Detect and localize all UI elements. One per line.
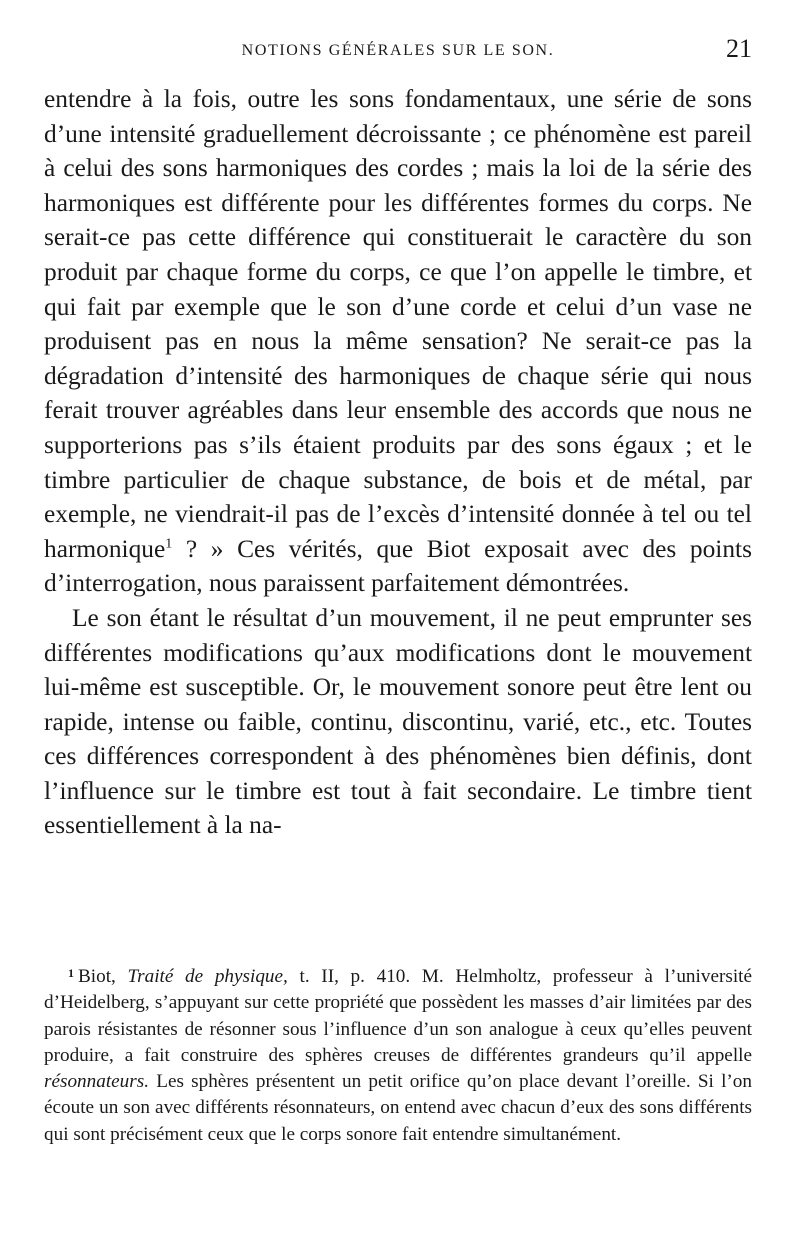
footnote-work-title: Traité de physique, bbox=[127, 966, 288, 987]
footnote-text: t. II, p. 410. M. Helmholtz, professeur à l’université d’Heidelberg, s’appuyant sur cette propriété que possèdent les masses d’air limitées par des parois résistantes de résonner sous l’influence d’un son analogue à ceux qu’elles peuvent produire, a fait construire des sphères creuses de différentes grandeurs qu’il appelle bbox=[44, 966, 753, 1066]
paragraph-text-end: ? » Ces vérités, que Biot exposait avec des points d’interrogation, nous paraissent parfaitement démontrées. bbox=[44, 534, 752, 598]
paragraph bbox=[44, 601, 752, 843]
footnote bbox=[44, 960, 752, 1148]
running-head bbox=[44, 34, 752, 70]
footnote-mark: 1 bbox=[68, 966, 74, 980]
footnote-term: résonnateurs. bbox=[44, 1071, 149, 1093]
paragraph-text: entendre à la fois, outre les sons fondamentaux, une série de sons d’une intensité graduellement décroissante ; ce phénomène est pareil à celui des sons harmoniques des cordes ; mais la loi de la série des harmoniques est différente pour les différentes formes du corps. Ne serait-ce pas cette différence qui constituerait le caractère du son produit par chaque forme du corps, ce que l’on appelle le timbre, et qui fait par exemple que le son d’une corde et celui d’un vase ne produisent pas en nous la même sensation? Ne serait-ce pas la dégradation d’intensité des harmoniques de chaque série qui nous ferait trouver agréables dans leur ensemble des accords que nous ne supporterions pas s’ils étaient produits par des sons égaux ; et le timbre particulier de chaque substance, de bois et de métal, par exemple, ne viendrait-il pas de l’excès d’intensité donnée à tel ou tel harmonique bbox=[44, 85, 752, 563]
paragraph-text: Le son étant le résultat d’un mouvement, il ne peut emprunter ses différentes modifications qu’aux modifications dont le mouvement lui-même est susceptible. Or, le mouvement sonore peut être lent ou rapide, intense ou faible, continu, discontinu, varié, etc., etc. Toutes ces différences correspondent à des phénomènes bien définis, dont l’influence sur le timbre est tout à fait secondaire. Le timbre tient essentiellement à la na- bbox=[44, 603, 752, 840]
footnote-reference: 1 bbox=[165, 536, 173, 552]
footnotes bbox=[44, 960, 752, 1148]
body-text bbox=[44, 82, 752, 843]
running-title: NOTIONS GÉNÉRALES SUR LE SON. bbox=[241, 42, 555, 59]
footnote-author: Biot, bbox=[78, 966, 128, 987]
page-number: 21 bbox=[726, 34, 752, 63]
paragraph-continuation bbox=[44, 82, 752, 601]
footnote-text-end: Les sphères présentent un petit orifice qu’on place devant l’oreille. Si l’on écoute un son avec différents résonnateurs, on entend avec chacun d’eux des sons différents qui sont précisément ceux que le corps sonore fait entendre simultanément. bbox=[44, 1071, 752, 1145]
